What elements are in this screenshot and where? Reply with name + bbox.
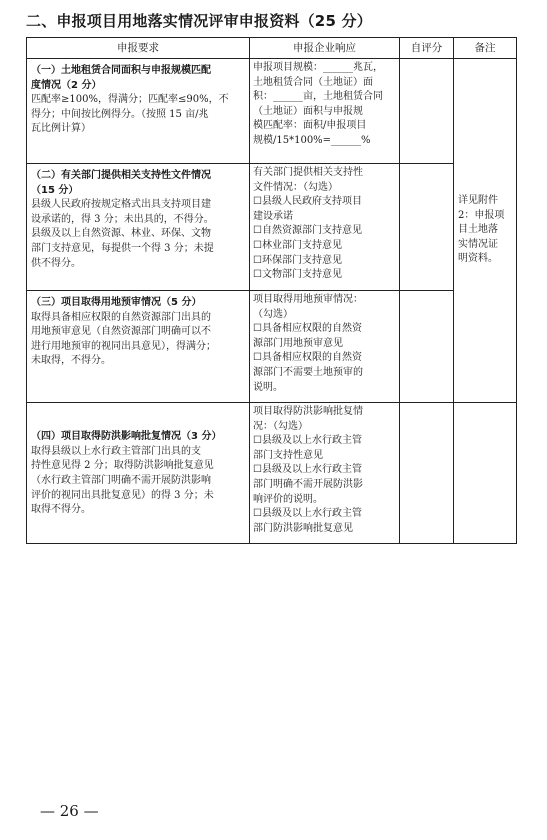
requirement-title: （一）土地租赁合同面积与申报规模匹配 (31, 65, 211, 76)
requirement-text: 取得县级以上水行政主管部门出具的支 (31, 445, 201, 457)
response-line: 响评价的说明。 (253, 493, 323, 505)
response-line: （土地证）面积与申报规 (253, 105, 363, 117)
checkbox-option[interactable]: ☐县级及以上水行政主管 (253, 464, 362, 476)
requirement-text: 进行用地预审的视同出具意见），得满分； (31, 340, 216, 352)
checkbox-option[interactable]: ☐林业部门支持意见 (253, 239, 342, 251)
response-line: 规模/15*100%=______% (253, 134, 371, 146)
self-score-cell[interactable] (400, 403, 454, 544)
response-line: 土地租赁合同（土地证）面 (253, 76, 373, 88)
requirement-text: 部门支持意见，每提供一个得 3 分；未提 (31, 242, 214, 254)
response-cell (250, 291, 400, 403)
requirement-cell (27, 59, 250, 164)
self-score-cell[interactable] (400, 59, 454, 164)
response-line: 建设承诺 (253, 210, 293, 222)
response-line: 说明。 (253, 381, 283, 393)
table-row (27, 164, 517, 291)
header-remarks: 备注 (454, 38, 517, 59)
evaluation-table (26, 37, 517, 544)
response-line: （勾选） (253, 308, 293, 320)
table-row (27, 403, 517, 544)
remarks-line: 2：申报项 (458, 209, 505, 221)
requirement-title: 度情况（2 分） (31, 79, 102, 91)
requirement-text: 得分；中间按比例得分。（按照 15 亩/兆 (31, 108, 209, 120)
requirement-text: （水行政主管部门明确不需开展防洪影响 (31, 475, 211, 486)
requirement-cell (27, 164, 250, 291)
requirement-text: 供不得分。 (31, 257, 81, 269)
response-line: 模匹配率：面积/申报项目 (253, 120, 367, 132)
checkbox-option[interactable]: ☐县级及以上水行政主管 (253, 435, 362, 447)
requirement-cell (27, 403, 250, 544)
self-score-cell[interactable] (400, 291, 454, 403)
requirement-text: 设承诺的，得 3 分；未出具的，不得分。 (31, 213, 214, 225)
response-line: 部门明确不需开展防洪影 (253, 478, 363, 490)
checkbox-option[interactable]: ☐文物部门支持意见 (253, 269, 342, 281)
response-line: 况：（勾选） (253, 420, 308, 432)
response-cell (250, 59, 400, 164)
requirement-cell (27, 291, 250, 403)
remarks-line: 目土地落 (458, 224, 498, 236)
response-cell (250, 403, 400, 544)
checkbox-option[interactable]: ☐具备相应权限的自然资 (253, 323, 362, 335)
checkbox-option[interactable]: ☐环保部门支持意见 (253, 254, 342, 266)
table-row (27, 291, 517, 403)
requirement-text: 未取得，不得分。 (31, 355, 111, 367)
response-line: 项目取得防洪影响批复情 (253, 406, 363, 417)
requirement-text: 用地预审意见（自然资源部门明确可以不 (31, 326, 211, 338)
requirement-text: 匹配率≥100%，得满分；匹配率≤90%，不 (31, 94, 229, 106)
table-header-row (27, 38, 517, 59)
requirement-text: 县级及以上自然资源、林业、环保、文物 (31, 228, 211, 240)
requirement-title: （二）有关部门提供相关支持性文件情况 (31, 170, 211, 181)
remarks-cell (454, 403, 517, 544)
response-line: 部门支持性意见 (253, 449, 323, 461)
header-requirements: 申报要求 (27, 38, 250, 59)
header-response: 申报企业响应 (250, 38, 400, 59)
requirement-title: （15 分） (31, 184, 79, 196)
table-row (27, 59, 517, 164)
remarks-cell (454, 59, 517, 403)
requirement-title: （四）项目取得防洪影响批复情况（3 分） (31, 431, 222, 443)
remarks-line: 实情况证 (458, 238, 498, 250)
remarks-line: 明资料。 (458, 253, 498, 265)
response-line: 申报项目规模：______兆瓦， (253, 62, 383, 73)
response-line: 有关部门提供相关支持性 (253, 167, 363, 178)
checkbox-option[interactable]: ☐县级人民政府支持项目 (253, 196, 362, 208)
header-self-score: 自评分 (400, 38, 454, 59)
requirement-text: 瓦比例计算） (31, 123, 91, 135)
response-line: 积：______亩，土地租赁合同 (253, 91, 383, 103)
requirement-text: 持性意见得 2 分；取得防洪影响批复意见 (31, 460, 214, 472)
requirement-text: 县级人民政府按规定格式出具支持项目建 (31, 199, 211, 211)
checkbox-option[interactable]: ☐自然资源部门支持意见 (253, 225, 362, 237)
checkbox-option[interactable]: ☐具备相应权限的自然资 (253, 352, 362, 364)
remarks-line: 详见附件 (458, 195, 498, 207)
requirement-text: 取得不得分。 (31, 504, 91, 516)
requirement-text: 评价的视同出具批复意见）的得 3 分；未 (31, 489, 214, 501)
checkbox-option[interactable]: ☐县级及以上水行政主管 (253, 508, 362, 520)
response-line: 源部门用地预审意见 (253, 337, 343, 349)
response-line: 项目取得用地预审情况： (253, 294, 363, 305)
page-number: — 26 — (40, 802, 99, 820)
response-cell (250, 164, 400, 291)
self-score-cell[interactable] (400, 164, 454, 291)
section-heading: 二、申报项目用地落实情况评审申报资料（25 分） (26, 12, 372, 30)
response-line: 文件情况：（勾选） (253, 181, 338, 193)
requirement-text: 取得具备相应权限的自然资源部门出具的 (31, 311, 211, 323)
requirement-title: （三）项目取得用地预审情况（5 分） (31, 297, 202, 308)
response-line: 部门防洪影响批复意见 (253, 522, 353, 534)
response-line: 源部门不需要土地预审的 (253, 366, 363, 378)
